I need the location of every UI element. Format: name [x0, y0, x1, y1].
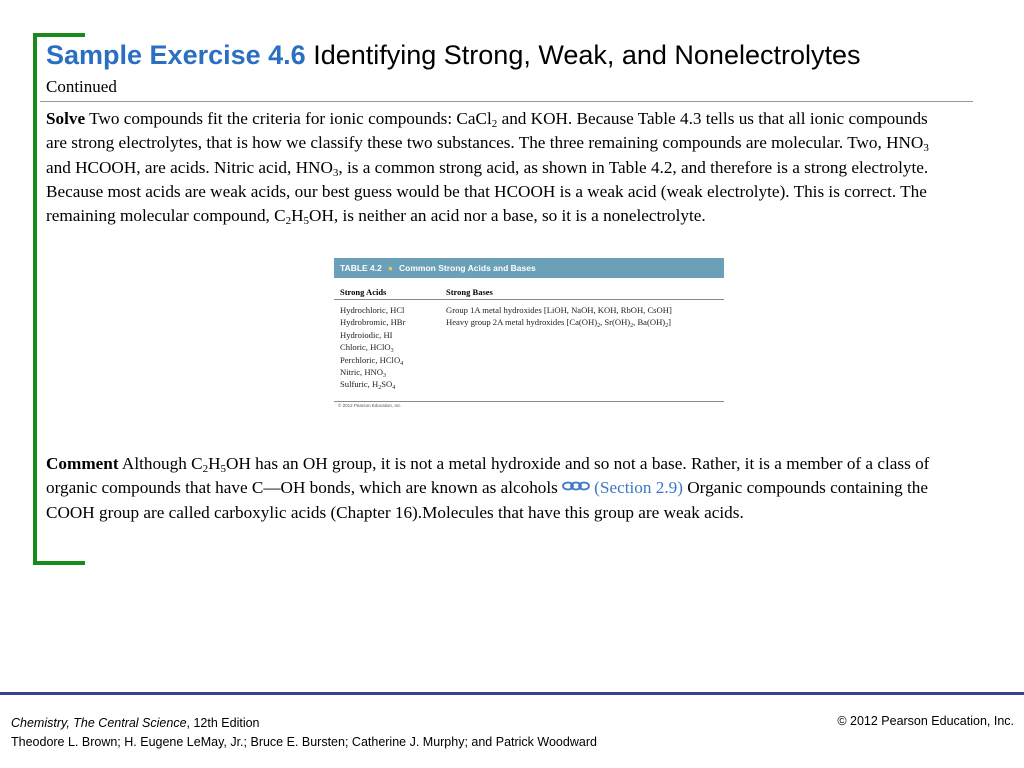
footer-copyright: © 2012 Pearson Education, Inc.: [837, 714, 1014, 728]
slide-title: [46, 40, 861, 71]
comment-text: Organic compounds containing the COOH group are called carboxylic acids (Chapter 16).Molecules that have this group are weak acids.: [46, 478, 928, 522]
base-name: Group 1A metal hydroxides [LiOH, NaOH, KOH, RbOH, CsOH]: [446, 305, 672, 315]
table-copyright: © 2012 Pearson Education, Inc.: [338, 403, 402, 408]
title-divider: [40, 101, 973, 102]
table-row: [446, 304, 672, 316]
solve-label: Solve: [46, 109, 86, 128]
solve-paragraph: [46, 107, 946, 228]
footer-authors: Theodore L. Brown; H. Eugene LeMay, Jr.; Bruce E. Bursten; Catherine J. Murphy; and Patrick Woodward: [11, 735, 597, 749]
acid-name: Sulfuric, H: [340, 379, 379, 390]
comment-text: OH has an OH group, it is not a metal hydroxide and so not a base. Rather, it is a member of a class of organic compounds that have C—OH bonds, which are known as alcohols: [46, 454, 930, 498]
base-name: ]: [668, 317, 672, 328]
solve-text: H: [291, 206, 304, 226]
bullet-icon: ●: [387, 263, 394, 273]
column-header-bases: Strong Bases: [446, 287, 493, 297]
footer-divider: [0, 692, 1024, 695]
comment-paragraph: [46, 452, 946, 525]
frame-bracket-side: [33, 33, 37, 565]
solve-text: OH, is neither an acid nor a base, so it is a nonelectrolyte.: [309, 206, 706, 226]
table-row: [340, 329, 446, 341]
subscript: 3: [923, 142, 929, 155]
base-name: , Sr(OH): [600, 317, 631, 328]
table-number: TABLE 4.2: [340, 263, 382, 273]
subscript: 3: [382, 373, 386, 380]
table-row: [340, 341, 446, 353]
bases-column: [446, 304, 672, 391]
table-row: [340, 316, 446, 328]
acid-name: Perchloric, HClO: [340, 354, 401, 365]
acid-name: SO: [381, 379, 393, 390]
acids-column: [340, 304, 446, 391]
acid-name: Chloric, HClO: [340, 342, 391, 353]
section-link[interactable]: [562, 478, 683, 497]
footer-line-1: [11, 714, 597, 733]
chain-link-icon: [562, 480, 590, 492]
title-prefix: Sample Exercise 4.6: [46, 40, 306, 70]
table-body: [334, 300, 724, 391]
frame-bracket-bottom: [33, 561, 85, 565]
footer-citation: [11, 714, 597, 752]
subscript: 2: [378, 385, 382, 392]
subscript: 2: [630, 323, 634, 330]
subscript: 3: [332, 166, 339, 179]
book-edition: , 12th Edition: [186, 716, 260, 730]
subscript: 2: [665, 323, 669, 330]
base-name: Heavy group 2A metal hydroxides [Ca(OH): [446, 317, 598, 328]
table-bottom-rule: [334, 401, 724, 402]
frame-bracket-top: [33, 33, 85, 37]
base-name: , Ba(OH): [633, 317, 666, 328]
subscript: 2: [597, 323, 601, 330]
acid-name: Hydrochloric, HCl: [340, 305, 405, 315]
comment-label: Comment: [46, 454, 119, 473]
comment-text: H: [208, 454, 221, 473]
column-header-acids: Strong Acids: [340, 287, 387, 297]
subscript: 2: [285, 215, 292, 228]
table-row: [340, 366, 446, 378]
solve-text: and KOH. Because Table 4.3 tells us that all ionic compounds are strong electrolytes, that is how we classify these two substances. The three remaining compounds are molecular. Two, HNO: [46, 109, 928, 153]
solve-text: Two compounds fit the criteria for ionic compounds: CaCl: [85, 109, 492, 128]
solve-text: and HCOOH, are acids. Nitric acid, HNO: [46, 157, 333, 177]
acid-name: Nitric, HNO: [340, 367, 383, 378]
acid-name: Hydroiodic, HI: [340, 329, 393, 340]
section-link-label: (Section 2.9): [594, 478, 683, 498]
solve-text: , is a common strong acid, as shown in Table 4.2, and therefore is a strong electrolyte. Because most acids are weak acids, our best guess would be that HCOOH is a weak acid (weak electrolyte). This is correct. The remaining molecular compound, C: [46, 157, 929, 226]
table-name: Common Strong Acids and Bases: [399, 263, 536, 273]
table-column-headers: [334, 280, 724, 300]
subscript: 3: [390, 348, 394, 355]
table-row: [446, 316, 672, 328]
subscript: 5: [220, 463, 227, 475]
table-row: [340, 378, 446, 390]
subscript: 4: [392, 385, 396, 392]
table-header: [334, 258, 724, 278]
acid-name: Hydrobromic, HBr: [340, 317, 406, 328]
subscript: 5: [303, 215, 310, 228]
slide-subtitle: Continued: [46, 77, 117, 96]
book-title: Chemistry, The Central Science: [11, 716, 187, 730]
table-row: [340, 354, 446, 366]
table-row: [340, 304, 446, 316]
title-main: Identifying Strong, Weak, and Nonelectrolytes: [313, 40, 861, 70]
comment-text: Although C: [118, 454, 203, 473]
strong-acids-bases-table: [334, 258, 724, 411]
subscript: 2: [202, 463, 209, 475]
subscript: 2: [491, 118, 498, 130]
subscript: 4: [400, 360, 404, 367]
